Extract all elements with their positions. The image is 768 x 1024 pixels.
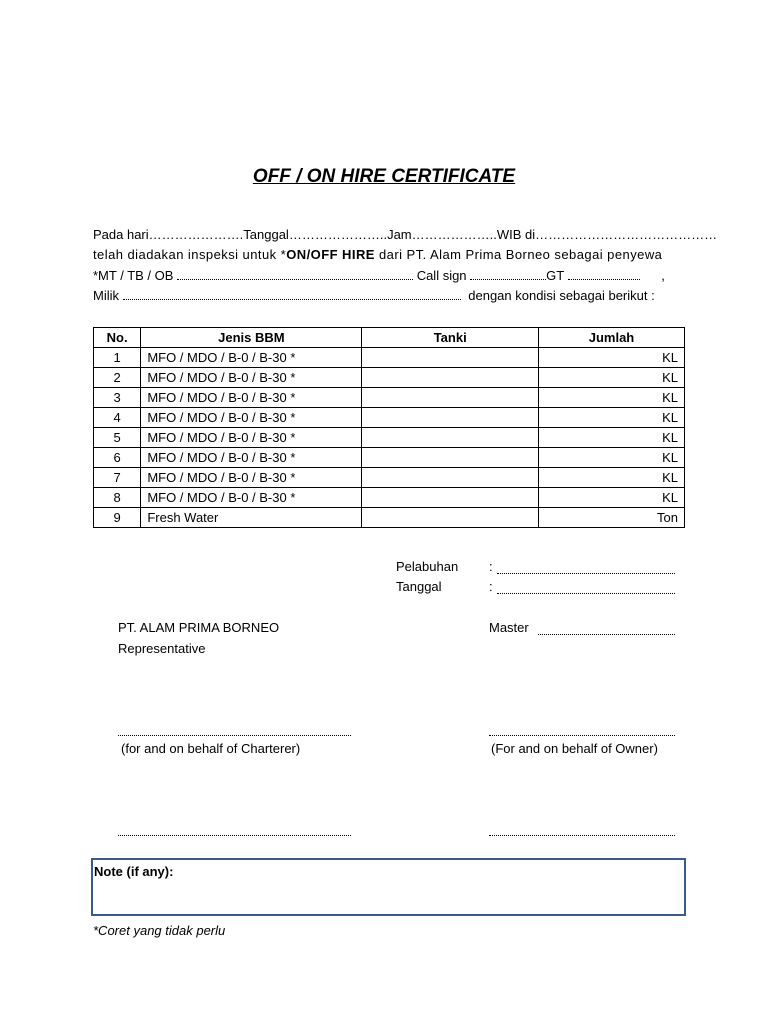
fuel-table — [93, 327, 685, 528]
owner-name-line[interactable] — [489, 834, 675, 836]
row-tanki-field[interactable] — [362, 388, 539, 408]
row-no: 2 — [94, 368, 141, 388]
charterer-caption: (for and on behalf of Charterer) — [121, 741, 301, 756]
call-sign-field[interactable] — [470, 267, 546, 280]
milik-label: Milik — [93, 288, 119, 303]
row-jenis-bbm: MFO / MDO / B-0 / B-30 * — [141, 348, 362, 368]
jam-field[interactable]: ……………….. — [411, 227, 497, 242]
table-row — [94, 388, 685, 408]
representative-label: Representative — [118, 641, 206, 656]
row-tanki-field[interactable] — [362, 408, 539, 428]
row-no: 3 — [94, 388, 141, 408]
gt-label: GT — [546, 268, 564, 283]
pelabuhan-colon: : — [489, 559, 493, 574]
row-jenis-bbm: Fresh Water — [141, 508, 362, 528]
table-row — [94, 468, 685, 488]
row-jumlah-unit: Ton — [538, 508, 684, 528]
charterer-name-line[interactable] — [118, 834, 351, 836]
row-jumlah-unit: KL — [538, 428, 684, 448]
vessel-type-label: *MT / TB / OB — [93, 268, 174, 283]
row-tanki-field[interactable] — [362, 468, 539, 488]
tanggal-field[interactable]: ………………….. — [288, 227, 388, 242]
table-row — [94, 368, 685, 388]
footnote: *Coret yang tidak perlu — [93, 923, 226, 938]
master-label: Master — [489, 620, 529, 635]
pelabuhan-field[interactable] — [497, 572, 675, 574]
comma-text: , — [661, 268, 665, 283]
header-tanki: Tanki — [362, 328, 539, 348]
header-jenis-bbm: Jenis BBM — [141, 328, 362, 348]
page-title: OFF / ON HIRE CERTIFICATE — [252, 166, 516, 187]
table-header-row — [94, 328, 685, 348]
intro-line-3 — [93, 266, 675, 286]
row-jenis-bbm: MFO / MDO / B-0 / B-30 * — [141, 448, 362, 468]
header-jumlah: Jumlah — [538, 328, 684, 348]
pada-hari-label: Pada hari — [93, 227, 149, 242]
row-tanki-field[interactable] — [362, 368, 539, 388]
row-no: 8 — [94, 488, 141, 508]
row-no: 9 — [94, 508, 141, 528]
row-no: 6 — [94, 448, 141, 468]
table-row — [94, 408, 685, 428]
row-jenis-bbm: MFO / MDO / B-0 / B-30 * — [141, 388, 362, 408]
row-jenis-bbm: MFO / MDO / B-0 / B-30 * — [141, 368, 362, 388]
note-box[interactable] — [91, 858, 686, 916]
row-jumlah-unit: KL — [538, 368, 684, 388]
pelabuhan-label: Pelabuhan — [396, 559, 459, 574]
tanggal-bottom-field[interactable] — [497, 592, 675, 594]
row-no: 7 — [94, 468, 141, 488]
intro-line-1 — [93, 225, 718, 245]
master-name-field[interactable] — [538, 633, 675, 635]
vessel-name-field[interactable] — [177, 267, 413, 280]
table-row — [94, 348, 685, 368]
intro-line-4 — [93, 286, 675, 306]
header-no: No. — [94, 328, 141, 348]
row-tanki-field[interactable] — [362, 348, 539, 368]
row-jenis-bbm: MFO / MDO / B-0 / B-30 * — [141, 408, 362, 428]
note-label: Note (if any): — [94, 864, 174, 879]
on-off-hire-text: ON/OFF HIRE — [286, 247, 375, 262]
inspeksi-text: telah diadakan inspeksi untuk * — [93, 247, 287, 262]
row-jumlah-unit: KL — [538, 348, 684, 368]
row-jumlah-unit: KL — [538, 448, 684, 468]
row-jumlah-unit: KL — [538, 488, 684, 508]
charterer-signature-line[interactable] — [118, 734, 351, 736]
row-jumlah-unit: KL — [538, 408, 684, 428]
company-name: PT. ALAM PRIMA BORNEO — [118, 620, 280, 635]
tanggal-bottom-colon: : — [489, 579, 493, 594]
tanggal-label: Tanggal — [243, 227, 289, 242]
tanggal-bottom-label: Tanggal — [396, 579, 442, 594]
row-jenis-bbm: MFO / MDO / B-0 / B-30 * — [141, 468, 362, 488]
jam-label: Jam — [387, 227, 412, 242]
row-jenis-bbm: MFO / MDO / B-0 / B-30 * — [141, 488, 362, 508]
table-row — [94, 488, 685, 508]
row-jenis-bbm: MFO / MDO / B-0 / B-30 * — [141, 428, 362, 448]
row-no: 1 — [94, 348, 141, 368]
wib-di-label: WIB di — [496, 227, 536, 242]
row-no: 5 — [94, 428, 141, 448]
row-tanki-field[interactable] — [362, 448, 539, 468]
penyewa-text: dari PT. Alam Prima Borneo sebagai penyewa — [374, 247, 663, 262]
lokasi-field[interactable]: …………………………………… — [535, 227, 718, 242]
gt-field[interactable] — [568, 267, 640, 280]
row-tanki-field[interactable] — [362, 428, 539, 448]
row-tanki-field[interactable] — [362, 508, 539, 528]
row-tanki-field[interactable] — [362, 488, 539, 508]
owner-caption: (For and on behalf of Owner) — [491, 741, 658, 756]
table-row — [94, 428, 685, 448]
row-no: 4 — [94, 408, 141, 428]
hari-field[interactable]: …………………. — [148, 227, 244, 242]
kondisi-text: dengan kondisi sebagai berikut : — [468, 288, 655, 303]
owner-field[interactable] — [123, 287, 461, 300]
intro-line-2 — [93, 245, 675, 265]
table-row — [94, 448, 685, 468]
table-row — [94, 508, 685, 528]
row-jumlah-unit: KL — [538, 388, 684, 408]
call-sign-label: Call sign — [416, 268, 467, 283]
owner-signature-line[interactable] — [489, 734, 675, 736]
row-jumlah-unit: KL — [538, 468, 684, 488]
